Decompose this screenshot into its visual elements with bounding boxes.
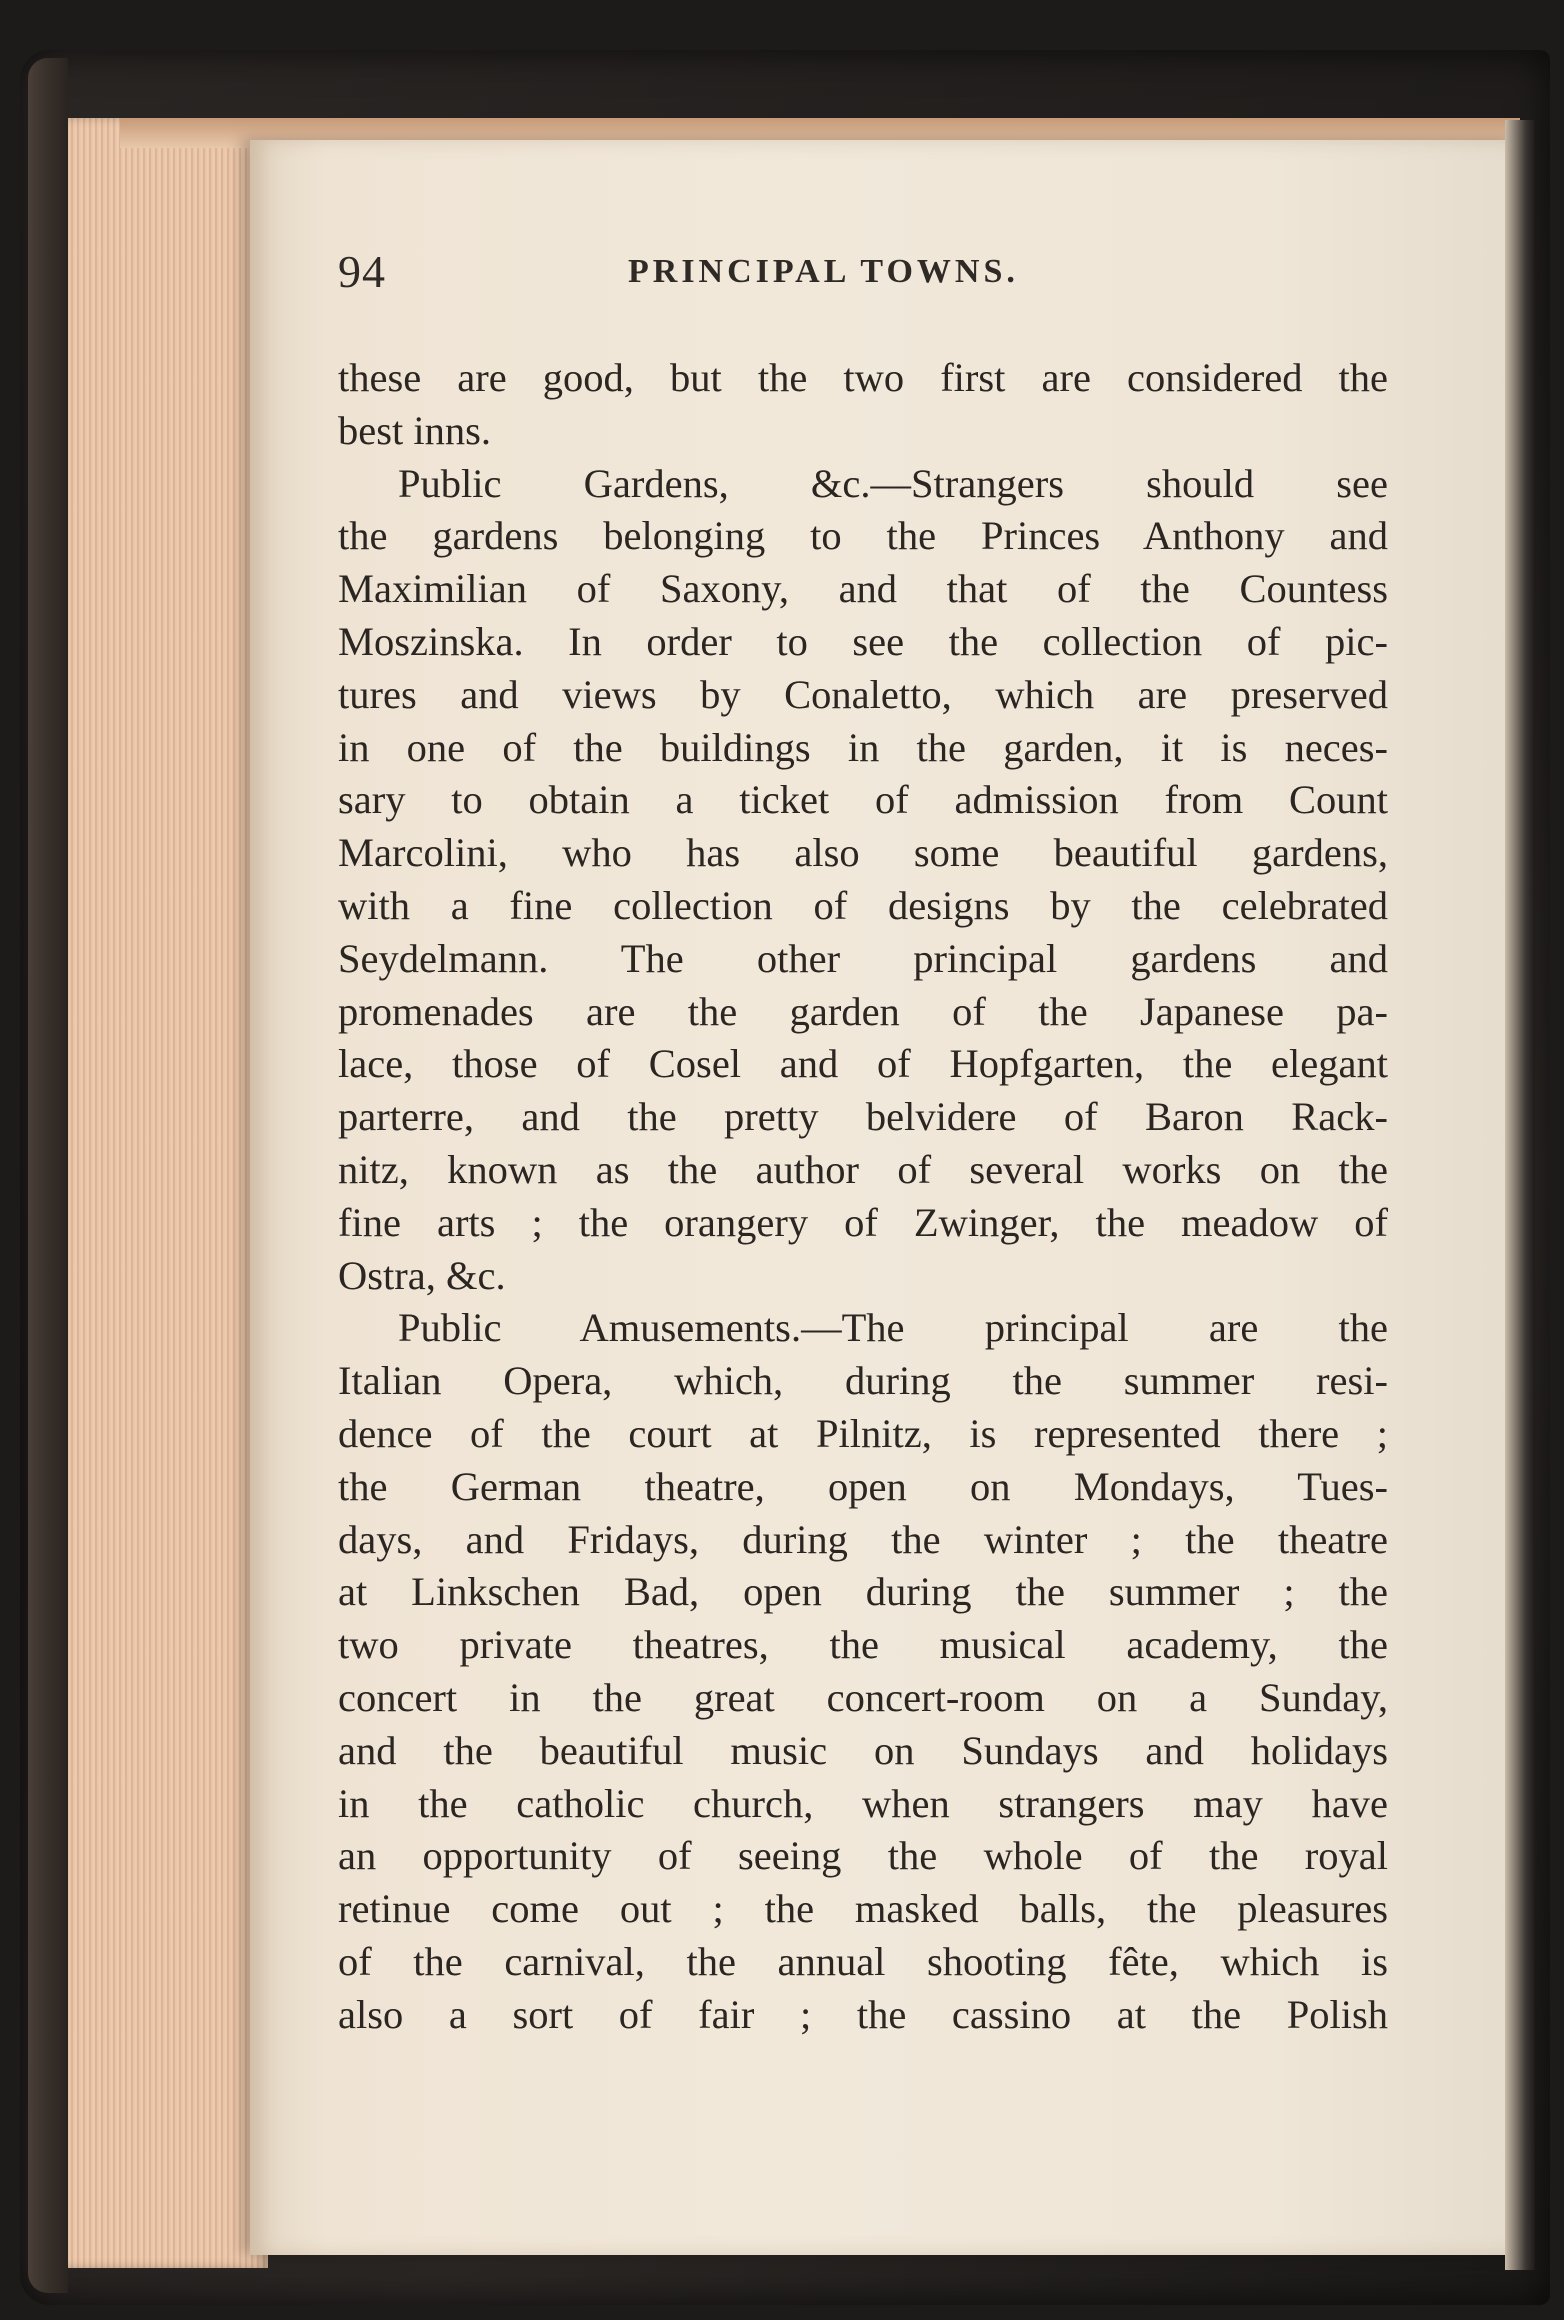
- text-line: in the catholic church, when strangers may have: [338, 1780, 1388, 1826]
- text-line: of the carnival, the annual shooting fête, which is: [338, 1938, 1388, 1984]
- text-line: in one of the buildings in the garden, it is neces-: [338, 724, 1388, 770]
- gutter-shadow: [1505, 120, 1535, 2270]
- page-edges: [68, 118, 268, 2268]
- text-line: fine arts ; the orangery of Zwinger, the meadow of: [338, 1199, 1388, 1245]
- text-line: these are good, but the two first are considered the: [338, 355, 1388, 400]
- text-line: concert in the great concert-room on a Sunday,: [338, 1674, 1388, 1720]
- running-head: PRINCIPAL TOWNS.: [628, 253, 1019, 290]
- text-line: dence of the court at Pilnitz, is represented there ;: [338, 1410, 1388, 1456]
- text-line: the gardens belonging to the Princes Anthony and: [338, 513, 1388, 559]
- text-line: Moszinska. In order to see the collection of pic-: [338, 618, 1388, 664]
- text-line: at Linkschen Bad, open during the summer ; the: [338, 1569, 1388, 1615]
- text-line: lace, those of Cosel and of Hopfgarten, the elegant: [338, 1041, 1388, 1087]
- text-line: Italian Opera, which, during the summer resi-: [338, 1358, 1388, 1404]
- text-line: and the beautiful music on Sundays and holidays: [338, 1727, 1388, 1773]
- text-line: parterre, and the pretty belvidere of Baron Rack-: [338, 1094, 1388, 1140]
- text-line: Public Gardens, &c.—Strangers should see: [398, 460, 1388, 506]
- text-line: sary to obtain a ticket of admission from Count: [338, 777, 1388, 823]
- text-line: an opportunity of seeing the whole of the royal: [338, 1833, 1388, 1879]
- text-line: with a fine collection of designs by the celebrated: [338, 882, 1388, 928]
- text-line: best inns.: [338, 407, 492, 453]
- text-line: days, and Fridays, during the winter ; the theatre: [338, 1516, 1388, 1562]
- text-line: two private theatres, the musical academy, the: [338, 1622, 1388, 1668]
- text-line: Public Amusements.—The principal are the: [398, 1305, 1388, 1351]
- page-header: [338, 245, 1378, 305]
- page-number: 94: [338, 246, 386, 297]
- page-body: [338, 352, 1388, 2042]
- text-line: promenades are the garden of the Japanese pa-: [338, 988, 1388, 1034]
- text-line: Marcolini, who has also some beautiful gardens,: [338, 830, 1388, 876]
- text-line: retinue come out ; the masked balls, the pleasures: [338, 1886, 1388, 1932]
- text-line: Ostra, &c.: [338, 1252, 506, 1298]
- text-line: nitz, known as the author of several works on the: [338, 1146, 1388, 1192]
- text-line: tures and views by Conaletto, which are preserved: [338, 671, 1388, 717]
- text-line: Seydelmann. The other principal gardens and: [338, 935, 1388, 981]
- text-line: the German theatre, open on Mondays, Tues-: [338, 1463, 1388, 1509]
- text-line: Maximilian of Saxony, and that of the Countess: [338, 566, 1388, 612]
- book-spine-edge: [28, 58, 68, 2293]
- text-line: also a sort of fair ; the cassino at the Polish: [338, 1991, 1388, 2037]
